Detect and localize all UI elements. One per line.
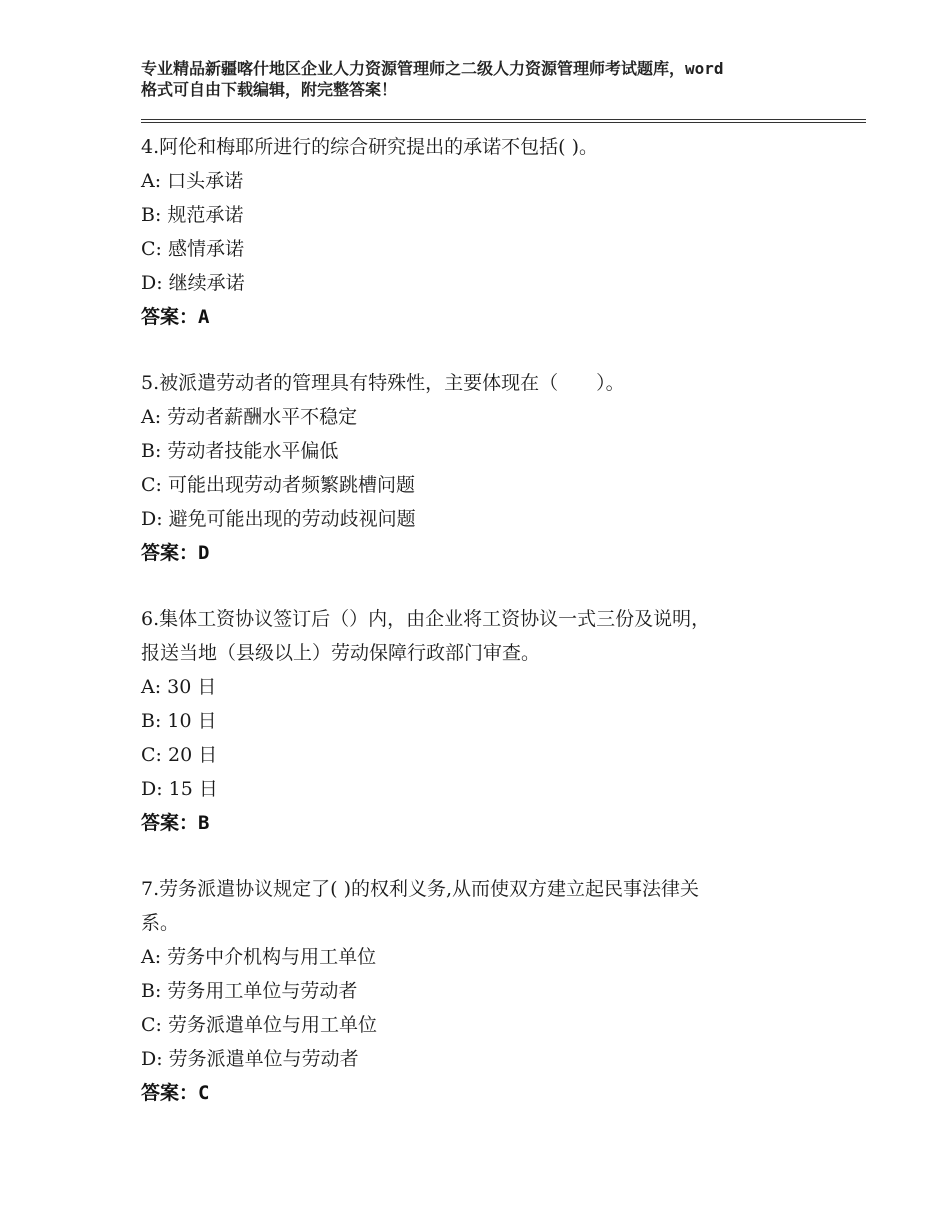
option-c: C: 可能出现劳动者频繁跳槽问题: [141, 474, 415, 496]
option-d: D: 15 日: [141, 778, 218, 800]
option-c: C: 劳务派遣单位与用工单位: [141, 1014, 377, 1036]
header-divider: [141, 119, 866, 123]
option-c: C: 感情承诺: [141, 238, 244, 260]
option-b: B: 10 日: [141, 710, 217, 732]
question-4: [141, 130, 841, 334]
answer-label: 答案：C: [141, 1082, 210, 1104]
document-header: [141, 58, 841, 100]
question-5: [141, 366, 841, 570]
answer-label: 答案：B: [141, 812, 210, 834]
question-stem-line-1: 7.劳务派遣协议规定了( )的权利义务,从而使双方建立起民事法律关: [141, 878, 700, 900]
header-line-1: 专业精品新疆喀什地区企业人力资源管理师之二级人力资源管理师考试题库，word: [141, 59, 724, 78]
question-stem: 5.被派遣劳动者的管理具有特殊性，主要体现在（ ）。: [141, 372, 625, 394]
option-a: A: 30 日: [141, 676, 217, 698]
option-d: D: 避免可能出现的劳动歧视问题: [141, 508, 416, 530]
question-7: [141, 872, 841, 1110]
option-b: B: 规范承诺: [141, 204, 244, 226]
option-d: D: 继续承诺: [141, 272, 245, 294]
answer-label: 答案：A: [141, 306, 210, 328]
option-a: A: 劳务中介机构与用工单位: [141, 946, 377, 968]
question-stem-line-1: 6.集体工资协议签订后（）内，由企业将工资协议一式三份及说明，: [141, 608, 711, 630]
question-list: [141, 130, 841, 1142]
option-a: A: 口头承诺: [141, 170, 244, 192]
question-6: [141, 602, 841, 840]
option-a: A: 劳动者薪酬水平不稳定: [141, 406, 358, 428]
question-stem-line-2: 系。: [141, 912, 180, 934]
question-stem-line-2: 报送当地（县级以上）劳动保障行政部门审查。: [141, 642, 541, 664]
option-b: B: 劳务用工单位与劳动者: [141, 980, 358, 1002]
header-line-2: 格式可自由下载编辑，附完整答案！: [141, 80, 398, 99]
option-b: B: 劳动者技能水平偏低: [141, 440, 339, 462]
option-d: D: 劳务派遣单位与劳动者: [141, 1048, 359, 1070]
answer-label: 答案：D: [141, 542, 210, 564]
option-c: C: 20 日: [141, 744, 218, 766]
question-stem: 4.阿伦和梅耶所进行的综合研究提出的承诺不包括( )。: [141, 136, 598, 158]
